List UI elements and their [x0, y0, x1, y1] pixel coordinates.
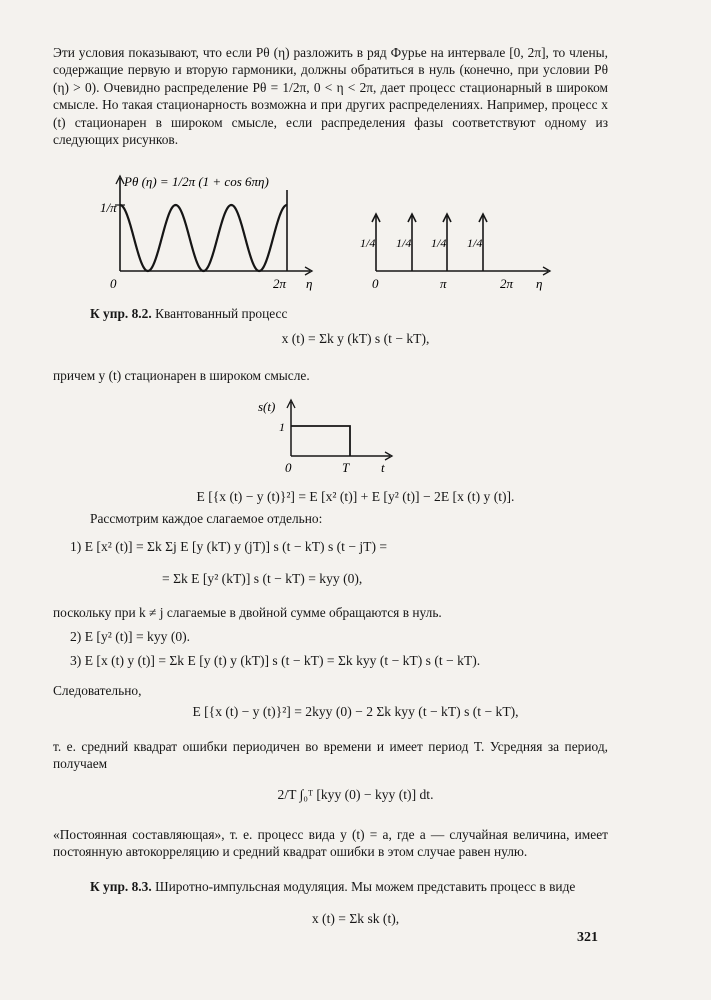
fig2-label-1: 1/4 [360, 236, 376, 250]
exercise-8-3-text: Широтно-импульсная модуляция. Мы можем представить процесс в виде [155, 879, 576, 894]
equation-quantized-process: x (t) = Σk y (kT) s (t − kT), [281, 331, 430, 346]
fig1-y-tick-label: 1/π [100, 200, 117, 215]
fig3-x-axis-label: t [381, 460, 385, 475]
paragraph-double-sum: поскольку при k ≠ j слагаемые в двойной сумме обращаются в нуль. [53, 605, 442, 620]
fig3-x-T-label: T [342, 460, 350, 475]
fig2-x-origin-label: 0 [372, 276, 379, 291]
exercise-8-3-title: К упр. 8.3. [90, 879, 152, 894]
equation-term-1a: 1) E [x² (t)] = Σk Σj E [y (kT) y (jT)] s (t − kT) s (t − jT) = [70, 539, 388, 554]
equation-term-1b: = Σk E [y² (kT)] s (t − kT) = kyy (0), [162, 571, 363, 586]
fig3-y-label: s(t) [258, 399, 276, 414]
paragraph-therefore: Следовательно, [53, 683, 142, 698]
fig3-y-tick-label: 1 [279, 420, 285, 434]
paragraph-stationary-y: причем y (t) стационарен в широком смысле. [53, 368, 310, 383]
equation-error-expansion: E [{x (t) − y (t)}²] = E [x² (t)] + E [y² (t)] − 2E [x (t) y (t)]. [196, 489, 515, 504]
equation-mean-square-error: E [{x (t) − y (t)}²] = 2kyy (0) − 2 Σk kyy (t − kT) s (t − kT), [192, 704, 519, 719]
fig1-formula: Pθ (η) = 1/2π (1 + cos 6πη) [124, 174, 269, 189]
page-number: 321 [577, 930, 598, 945]
fig3-pulse [291, 426, 350, 456]
exercise-8-3-heading [90, 878, 610, 895]
equation-term-3: 3) E [x (t) y (t)] = Σk E [y (t) y (kT)] s (t − kT) = Σk kyy (t − kT) s (t − kT). [70, 653, 481, 668]
fig1-x-origin-label: 0 [110, 276, 117, 291]
fig1-x-axis-label: η [306, 276, 313, 291]
paragraph-stationarity: Эти условия показывают, что если Pθ (η) разложить в ряд Фурье на интервале [0, 2π], то члены, содержащие первую и вторую гармоники, должны обратиться в нуль (конечно, при условии Pθ (η) > 0). Очевидно распределение Pθ = 1/2π, 0 < η < 2π, дает процесс стационарный в широком смысле. Но такая стационарность возможна и при других распределениях. Например, процесс x (t) стационарен в широком смысле, если распределения фазы соответствуют одному из следующих рисунков. [53, 45, 608, 148]
fig1-x-end-label: 2π [273, 276, 287, 291]
equation-average-over-period: 2/T ∫₀ᵀ [kyy (0) − kyy (t)] dt. [277, 787, 434, 802]
fig2-label-4: 1/4 [467, 236, 483, 250]
fig2-x-axis-label: η [536, 276, 543, 291]
exercise-8-2-title: К упр. 8.2. [90, 306, 152, 321]
fig2-x-end-label: 2π [500, 276, 514, 291]
paragraph-constant-component: «Постоянная составляющая», т. е. процесс вида y (t) = a, где a — случайная величина, имеет постоянную автокорреляцию и средний квадрат ошибки в этом случае равен нулю. [53, 827, 608, 860]
equation-pwm-process: x (t) = Σk sk (t), [311, 911, 400, 926]
equation-term-2: 2) E [y² (t)] = kyy (0). [70, 629, 191, 644]
fig3-x-origin-label: 0 [285, 460, 292, 475]
paragraph-each-term: Рассмотрим каждое слагаемое отдельно: [90, 511, 323, 526]
exercise-8-2-text: Квантованный процесс [155, 306, 288, 321]
fig2-x-mid-label: π [440, 276, 447, 291]
fig2-label-2: 1/4 [396, 236, 412, 250]
paragraph-periodic-error: т. е. средний квадрат ошибки периодичен во времени и имеет период T. Усредняя за период, получаем [53, 739, 608, 772]
fig2-label-3: 1/4 [431, 236, 447, 250]
